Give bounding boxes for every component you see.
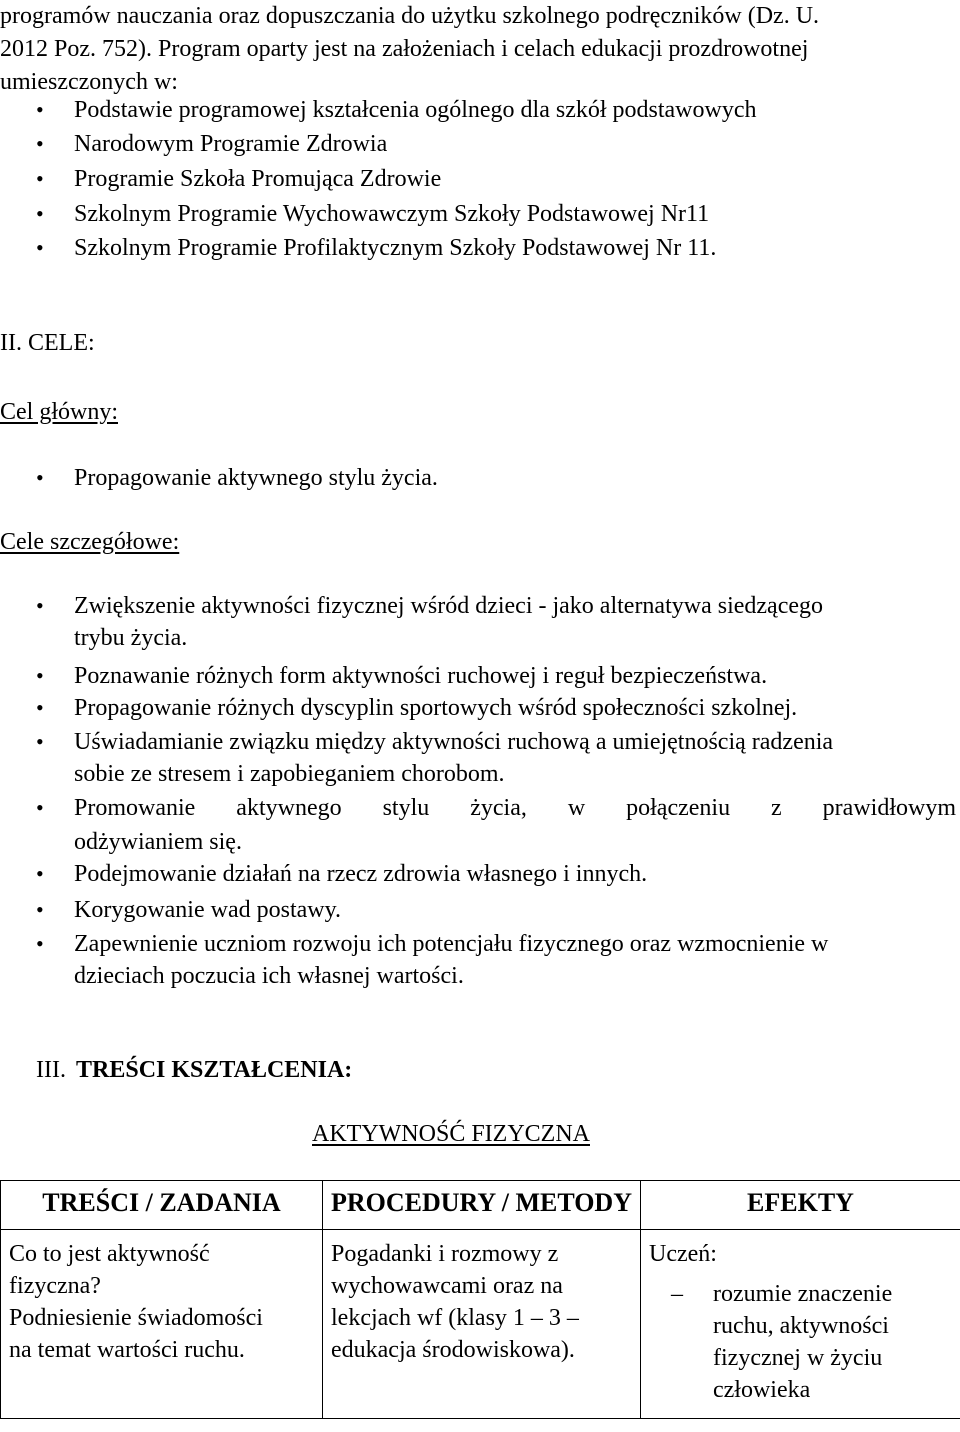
cell-line: rozumie znaczenie <box>713 1281 893 1307</box>
bullet-icon: • <box>36 235 44 260</box>
table-header-cell: EFEKTY <box>641 1181 960 1230</box>
section-heading-content: TREŚCI KSZTAŁCENIA: <box>76 1057 353 1083</box>
table-header-row <box>1 1181 960 1230</box>
intro-line: umieszczonych w: <box>0 69 178 95</box>
list-item-text: Narodowym Programie Zdrowia <box>74 131 388 157</box>
bullet-icon: • <box>36 131 44 156</box>
cell-line: Co to jest aktywność <box>9 1241 210 1267</box>
cell-line: fizyczna? <box>9 1273 101 1299</box>
table-header-cell: TREŚCI / ZADANIA <box>1 1181 323 1230</box>
section-heading-goals: II. CELE: <box>0 330 95 356</box>
section-number: III. <box>36 1057 66 1083</box>
bullet-icon: • <box>36 166 44 191</box>
cell-line: fizycznej w życiu <box>713 1345 883 1371</box>
bullet-icon: • <box>36 861 44 886</box>
list-item-text: Propagowanie różnych dyscyplin sportowych wśród społeczności szkolnej. <box>74 695 798 721</box>
list-item <box>649 1278 952 1406</box>
list-item-text: Szkolnym Programie Profilaktycznym Szkoły Podstawowej Nr 11. <box>74 235 717 261</box>
effects-list <box>649 1278 952 1406</box>
cell-line: Uczeń: <box>649 1241 717 1267</box>
bullet-icon: • <box>36 201 44 226</box>
cell-line: Pogadanki i rozmowy z <box>331 1241 559 1267</box>
list-item-text: sobie ze stresem i zapobieganiem chorobom. <box>74 761 505 787</box>
cell-line: Podniesienie świadomości <box>9 1305 263 1331</box>
list-item-text: Poznawanie różnych form aktywności ruchowej i reguł bezpieczeństwa. <box>74 663 768 689</box>
bullet-icon: • <box>36 97 44 122</box>
list-item-text: Propagowanie aktywnego stylu życia. <box>74 465 438 491</box>
intro-line: 2012 Poz. 752). Program oparty jest na założeniach i celach edukacji prozdrowotnej <box>0 36 809 62</box>
cell-line: na temat wartości ruchu. <box>9 1337 245 1363</box>
main-goal-heading: Cel główny: <box>0 399 118 425</box>
table-cell-effects <box>641 1230 960 1419</box>
list-item-text: Korygowanie wad postawy. <box>74 897 342 923</box>
content-table <box>0 1180 960 1419</box>
dash-icon: – <box>671 1281 683 1307</box>
list-item-text: Uświadamianie związku między aktywności ruchową a umiejętnością radzenia <box>74 729 834 755</box>
bullet-icon: • <box>36 729 44 754</box>
list-item-text: Promowanie aktywnego stylu życia, w połączeniu z prawidłowym <box>74 795 956 821</box>
bullet-icon: • <box>36 593 44 618</box>
list-item-text: Podejmowanie działań na rzecz zdrowia własnego i innych. <box>74 861 648 887</box>
cell-line: lekcjach wf (klasy 1 – 3 – <box>331 1305 579 1331</box>
table-cell-tasks <box>1 1230 323 1419</box>
bullet-icon: • <box>36 931 44 956</box>
cell-line: wychowawcami oraz na <box>331 1273 563 1299</box>
table-cell-methods <box>323 1230 641 1419</box>
intro-line: programów nauczania oraz dopuszczania do użytku szkolnego podręczników (Dz. U. <box>0 3 820 29</box>
table-header-cell: PROCEDURY / METODY <box>323 1181 641 1230</box>
detailed-goals-heading: Cele szczegółowe: <box>0 529 180 555</box>
list-item-text: Podstawie programowej kształcenia ogólnego dla szkół podstawowych <box>74 97 757 123</box>
list-item-text: dzieciach poczucia ich własnej wartości. <box>74 963 464 989</box>
bullet-icon: • <box>36 795 44 820</box>
list-item-text: Programie Szkoła Promująca Zdrowie <box>74 166 442 192</box>
list-item-text: odżywianiem się. <box>74 829 242 855</box>
cell-line: edukacja środowiskowa). <box>331 1337 575 1363</box>
bullet-icon: • <box>36 695 44 720</box>
table-title: AKTYWNOŚĆ FIZYCZNA <box>312 1121 590 1147</box>
cell-line: ruchu, aktywności <box>713 1313 889 1339</box>
cell-line: człowieka <box>713 1377 811 1403</box>
bullet-icon: • <box>36 663 44 688</box>
list-item-text: Zwiększenie aktywności fizycznej wśród dzieci - jako alternatywa siedzącego <box>74 593 824 619</box>
table-row <box>1 1230 960 1419</box>
list-item-text: Szkolnym Programie Wychowawczym Szkoły Podstawowej Nr11 <box>74 201 710 227</box>
bullet-icon: • <box>36 897 44 922</box>
list-item-text: Zapewnienie uczniom rozwoju ich potencjału fizycznego oraz wzmocnienie w <box>74 931 829 957</box>
list-item-text: trybu życia. <box>74 625 188 651</box>
bullet-icon: • <box>36 465 44 490</box>
